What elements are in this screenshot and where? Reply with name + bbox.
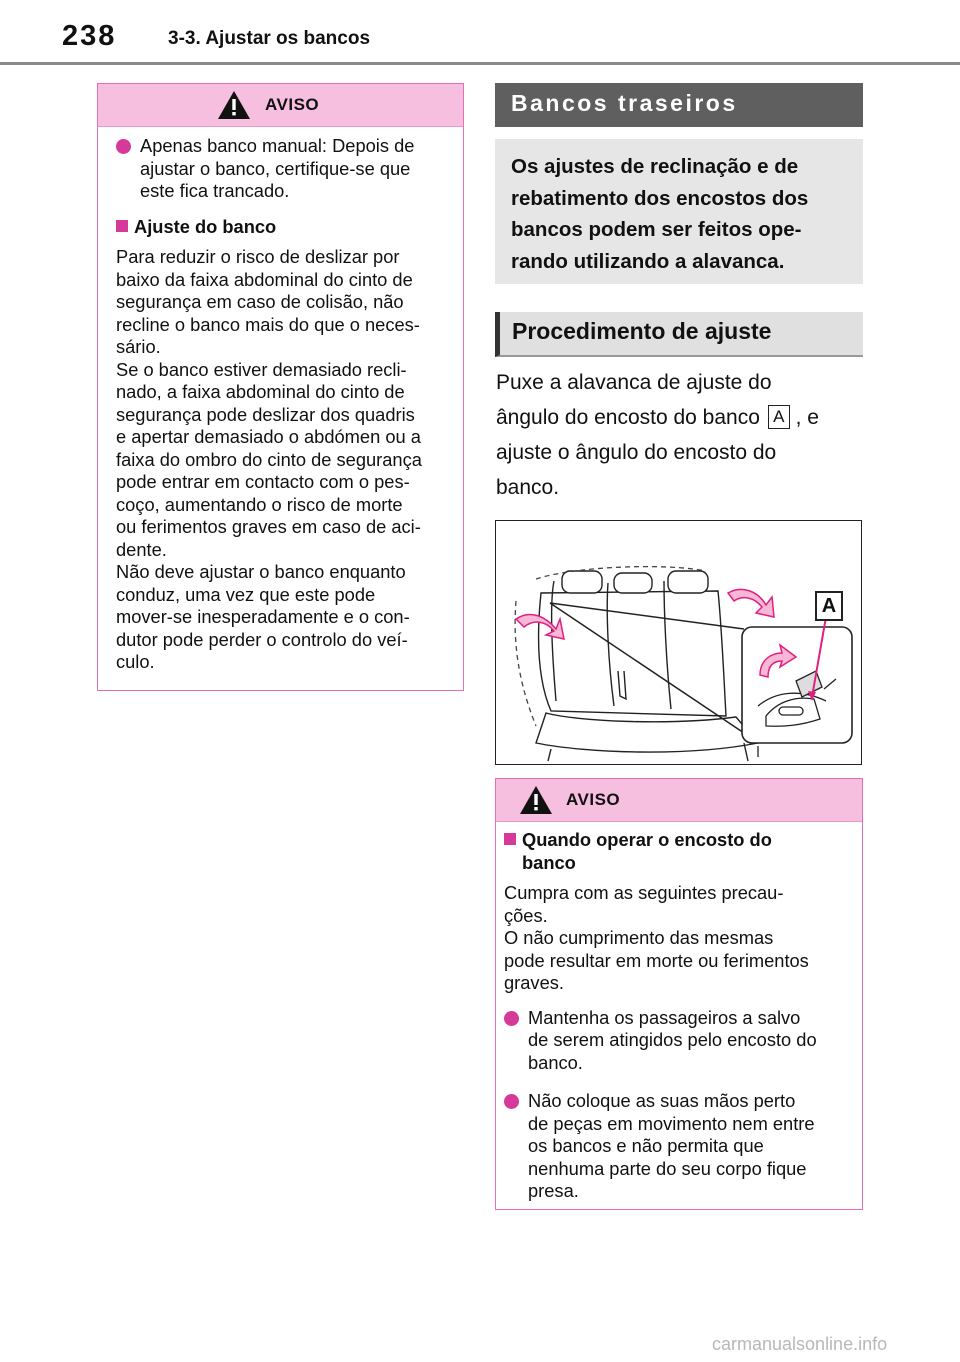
text-line: coço, aumentando o risco de morte — [116, 493, 403, 515]
summary-line: rando utilizando a alavanca. — [511, 249, 785, 273]
text-line: faixa do ombro do cinto de segurança — [116, 448, 422, 470]
text-line: graves. — [504, 972, 564, 993]
warning-label: AVISO — [566, 790, 621, 809]
procedure-heading: Procedimento de ajuste — [495, 312, 863, 357]
instruction-line — [496, 400, 866, 435]
bullet-text: Apenas banco manual: Depois de ajustar o banco, certifique-se que este fica trancado. — [140, 135, 415, 201]
section-heading-rear-seats: Bancos traseiros — [495, 83, 863, 127]
warning-header — [496, 779, 862, 822]
bullet-item — [116, 135, 447, 203]
warning-body — [496, 822, 862, 1203]
instruction-line: ajuste o ângulo do encosto do — [496, 441, 777, 464]
bullet-line: os bancos e não permita que — [528, 1135, 764, 1156]
text-line: e apertar demasiado o abdómen ou a — [116, 426, 421, 447]
page-header — [0, 0, 960, 66]
instruction-line: Puxe a alavanca de ajuste do — [496, 371, 772, 394]
text-line: ções. — [504, 904, 548, 926]
text-line: baixo da faixa abdominal do cinto de — [116, 268, 413, 290]
text-line: Cumpra com as seguintes precau- — [504, 882, 784, 903]
left-warning-box — [97, 83, 464, 691]
text-line: pode resultar em morte ou ferimentos — [504, 949, 809, 971]
text-line: culo. — [116, 651, 155, 672]
bullet-item — [504, 1007, 846, 1075]
text-line: Se o banco estiver demasiado recli- — [116, 358, 407, 380]
text-line: ou ferimentos graves em caso de aci- — [116, 516, 421, 537]
summary-line: bancos podem ser feitos ope- — [511, 218, 802, 241]
instruction-fragment: ângulo do encosto do banco — [496, 406, 760, 429]
callout-key-a: A — [768, 405, 790, 429]
instruction-line: banco. — [496, 476, 560, 499]
text-line: Para reduzir o risco de deslizar por — [116, 246, 400, 267]
subheading — [116, 216, 447, 239]
right-warning-box — [495, 778, 863, 1210]
bullet-item — [504, 1090, 846, 1203]
warning-triangle-icon — [216, 89, 252, 121]
subheading-line: banco — [522, 851, 576, 873]
bullet-dot-icon — [116, 139, 131, 154]
text-line: nado, a faixa abdominal do cinto de — [116, 381, 405, 402]
bullet-dot-icon — [504, 1011, 519, 1026]
subheading-line: Quando operar o encosto do — [522, 829, 772, 850]
text-line: pode entrar em contacto com o pes- — [116, 471, 410, 492]
subheading-text: Ajuste do banco — [134, 215, 277, 237]
summary-line: rebatimento dos encostos dos — [511, 186, 809, 210]
text-line: conduz, uma vez que este pode — [116, 583, 376, 605]
text-line: sário. — [116, 336, 161, 357]
section-title: 3-3. Ajustar os bancos — [168, 28, 371, 49]
text-line: Não deve ajustar o banco enquanto — [116, 561, 406, 582]
warning-body — [98, 127, 463, 674]
square-bullet-icon — [504, 833, 516, 845]
square-bullet-icon — [116, 220, 128, 232]
bullet-line: presa. — [528, 1180, 579, 1201]
text-line: dutor pode perder o controlo do veí- — [116, 628, 408, 650]
figure-label-a: A — [815, 591, 843, 621]
subheading — [504, 829, 846, 874]
warning-label: AVISO — [265, 95, 320, 114]
bullet-dot-icon — [504, 1094, 519, 1109]
text-line: segurança em caso de colisão, não — [116, 291, 404, 312]
bullet-line: Mantenha os passageiros a salvo — [528, 1006, 801, 1028]
bullet-line: de serem atingidos pelo encosto do — [528, 1029, 817, 1050]
text-line: segurança pode deslizar dos quadris — [116, 403, 415, 425]
page-number: 238 — [62, 20, 117, 52]
warning-paragraph — [116, 246, 447, 674]
text-line: recline o banco mais do que o neces- — [116, 313, 420, 335]
watermark-text: carmanualsonline.info — [712, 1334, 888, 1354]
rear-seat-drawing — [496, 521, 860, 763]
bullet-line: Não coloque as suas mãos perto — [528, 1090, 796, 1111]
instruction-text — [496, 365, 866, 505]
text-line: O não cumprimento das mesmas — [504, 927, 774, 948]
bullet-line: nenhuma parte do seu corpo fique — [528, 1157, 807, 1179]
text-line: dente. — [116, 538, 167, 560]
instruction-fragment: , e — [795, 406, 819, 429]
header-rule — [0, 62, 960, 65]
bullet-line: de peças em movimento nem entre — [528, 1112, 815, 1134]
warning-header — [98, 84, 463, 127]
warning-triangle-icon — [518, 784, 554, 816]
bullet-line: banco. — [528, 1051, 583, 1073]
seat-illustration — [495, 520, 862, 765]
summary-box — [495, 139, 863, 284]
summary-line: Os ajustes de reclinação e de — [511, 155, 799, 178]
warning-paragraph — [504, 882, 846, 995]
text-line: mover-se inesperadamente e o con- — [116, 606, 410, 627]
